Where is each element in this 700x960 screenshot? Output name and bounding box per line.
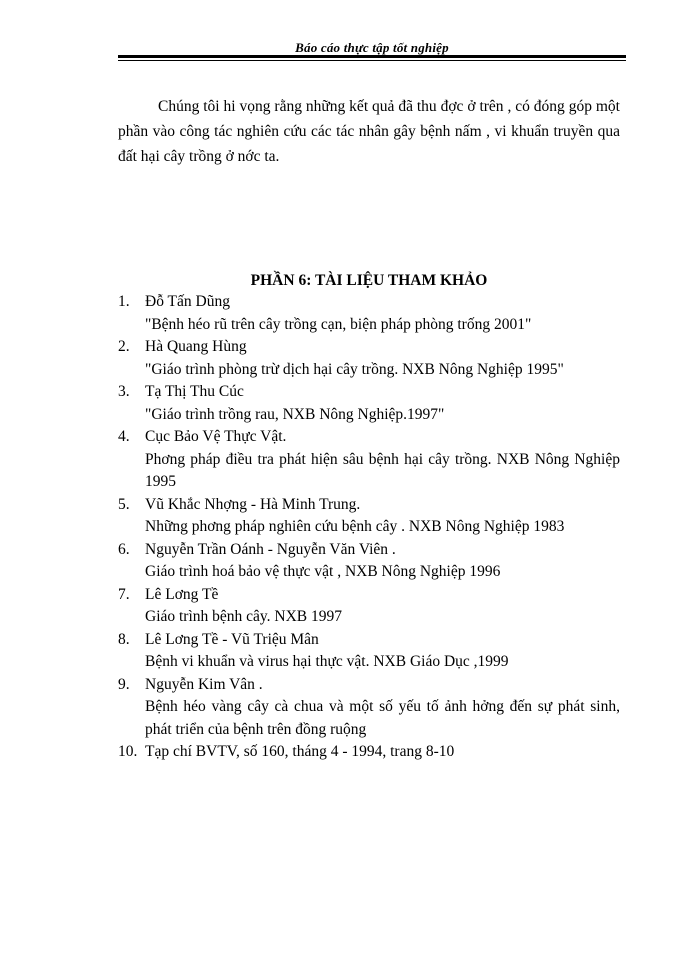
reference-author: Hà Quang Hùng xyxy=(145,338,247,355)
reference-number: 5. xyxy=(118,495,130,513)
header-rule-thin xyxy=(118,60,626,61)
section-title: PHẦN 6: TÀI LIỆU THAM KHẢO xyxy=(250,272,488,289)
intro-paragraph: Chúng tôi hi vọng rằng những kết quả đã thu đợc ở trên , có đóng góp một phần vào công tác nghiên cứu các tác nhân gây bệnh nấm , vi khuẩn truyền qua đất hại cây trồng ở nớc ta. xyxy=(118,98,620,165)
reference-author: Nguyễn Trần Oánh - Nguyễn Văn Viên . xyxy=(145,540,396,558)
reference-detail: Những phơng pháp nghiên cứu bệnh cây . NXB Nông Nghiệp 1983 xyxy=(145,518,565,535)
reference-detail: "Giáo trình trồng rau, NXB Nông Nghiệp.1997" xyxy=(145,405,445,423)
reference-detail: Giáo trình hoá bảo vệ thực vật , NXB Nông Nghiệp 1996 xyxy=(145,563,501,580)
reference-author: Lê Lơng Tề xyxy=(145,585,219,603)
reference-detail: Phơng pháp điều tra phát hiện sâu bệnh hại cây trồng. NXB Nông Nghiệp 1995 xyxy=(145,450,620,490)
reference-number: 2. xyxy=(118,338,130,355)
reference-detail: "Giáo trình phòng trừ dịch hại cây trồng. NXB Nông Nghiệp 1995" xyxy=(145,360,564,378)
reference-item xyxy=(118,291,620,336)
reference-item xyxy=(118,539,620,584)
reference-author: Cục Bảo Vệ Thực Vật. xyxy=(145,428,287,445)
reference-item xyxy=(118,584,620,629)
reference-number: 1. xyxy=(118,293,130,310)
reference-number: 3. xyxy=(118,383,130,400)
reference-author: Nguyễn Kim Vân . xyxy=(145,675,263,693)
reference-number: 7. xyxy=(118,585,130,603)
reference-detail: Giáo trình bệnh cây. NXB 1997 xyxy=(145,608,343,625)
reference-item xyxy=(118,741,620,764)
reference-detail: Bệnh vi khuẩn và virus hại thực vật. NXB Giáo Dục ,1999 xyxy=(145,653,509,670)
reference-author: Lê Lơng Tề - Vũ Triệu Mân xyxy=(145,630,319,648)
reference-list xyxy=(118,291,620,764)
reference-item xyxy=(118,426,620,494)
reference-item xyxy=(118,336,620,381)
reference-number: 10. xyxy=(118,743,138,760)
reference-number: 8. xyxy=(118,630,130,648)
reference-item xyxy=(118,629,620,674)
reference-item xyxy=(118,494,620,539)
reference-author: Vũ Khắc Nhợng - Hà Minh Trung. xyxy=(145,495,361,513)
reference-detail: "Bệnh héo rũ trên cây trồng cạn, biện pháp phòng trống 2001" xyxy=(145,315,532,333)
reference-number: 6. xyxy=(118,540,130,558)
reference-item xyxy=(118,674,620,742)
reference-number: 9. xyxy=(118,675,130,693)
page-header-title: Báo cáo thực tập tốt nghiệp xyxy=(295,40,449,55)
reference-number: 4. xyxy=(118,428,130,445)
reference-author: Tạp chí BVTV, số 160, tháng 4 - 1994, trang 8-10 xyxy=(145,743,455,760)
reference-author: Tạ Thị Thu Cúc xyxy=(145,383,244,400)
reference-detail: Bệnh héo vàng cây cà chua và một số yếu tố ảnh hởng đến sự phát sinh, phát triển của bệnh trên đồng ruộng xyxy=(145,698,620,738)
reference-item xyxy=(118,381,620,426)
reference-author: Đỗ Tấn Dũng xyxy=(145,293,230,310)
header-rule-thick xyxy=(118,55,626,58)
